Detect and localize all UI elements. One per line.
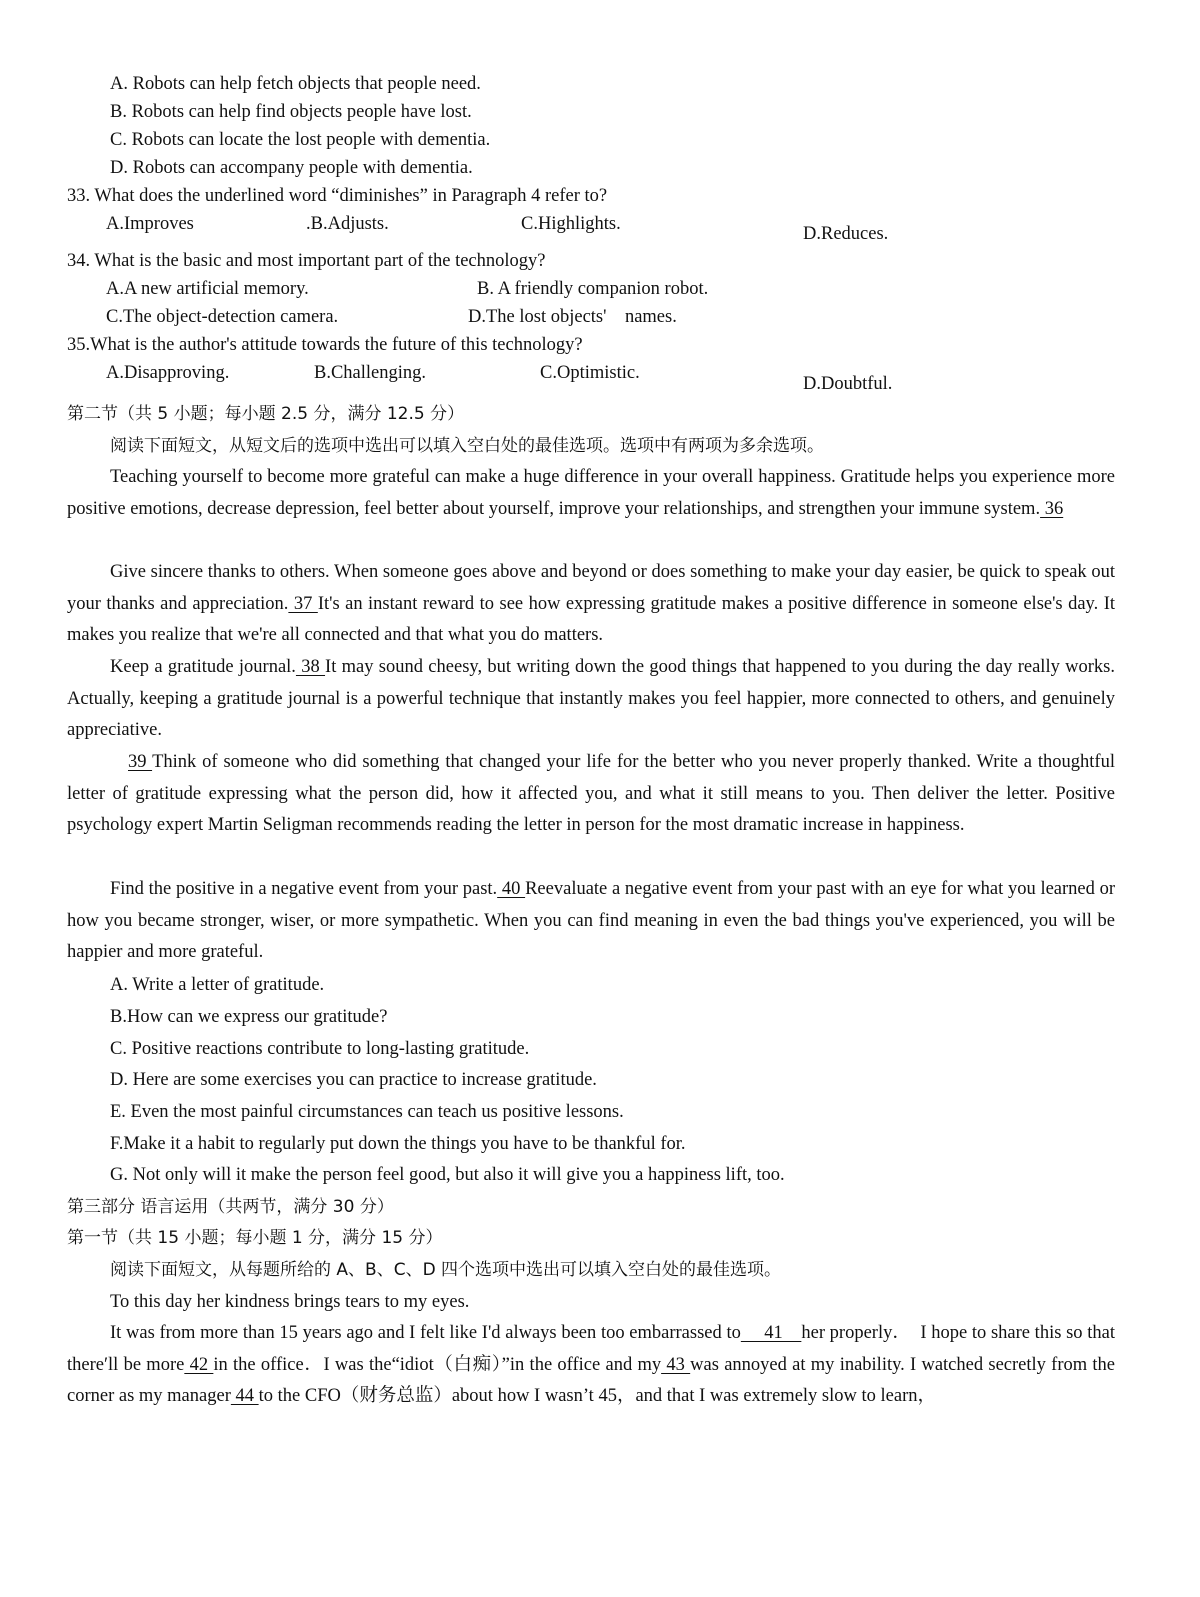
blank-40: 40 xyxy=(497,879,526,899)
section2-heading: 第二节（共 5 小题；每小题 2.5 分，满分 12.5 分） xyxy=(67,404,465,424)
blank-41: 41 xyxy=(740,1323,802,1343)
passage-paragraph-4 xyxy=(67,747,1115,842)
q32-option-c: C. Robots can locate the lost people with dementia. xyxy=(110,130,491,150)
cloze-paragraph xyxy=(67,1318,1115,1413)
part3-section1-heading: 第一节（共 15 小题；每小题 1 分，满分 15 分） xyxy=(67,1228,443,1248)
q34-option-b: B. A friendly companion robot. xyxy=(477,279,709,299)
paragraph-text: Give sincere thanks to others. When someone goes above and beyond or does something to make your day easier, be quick to speak out your thanks and appreciation. xyxy=(67,562,1115,614)
option-g: G. Not only will it make the person feel good, but also it will give you a happiness lift, too. xyxy=(110,1165,785,1185)
q32-option-d: D. Robots can accompany people with dementia. xyxy=(110,158,473,178)
paragraph-text: It may sound cheesy, but writing down the good things that happened to you during the day really works. Actually, keeping a gratitude journal is a powerful technique that instantly makes you feel happier, more connected to others, and genuinely appreciative. xyxy=(67,657,1115,741)
passage-paragraph-5 xyxy=(67,874,1115,969)
paragraph-text: It was from more than 15 years ago and I felt like I'd always been too embarrassed to xyxy=(110,1323,741,1343)
q35-option-c: C.Optimistic. xyxy=(540,363,640,383)
q35-option-b: B.Challenging. xyxy=(314,363,427,383)
blank-36: 36 xyxy=(1040,498,1064,519)
q35-option-d: D.Doubtful. xyxy=(803,374,893,394)
option-f: F.Make it a habit to regularly put down the things you have to be thankful for. xyxy=(110,1134,686,1154)
q32-option-b: B. Robots can help find objects people have lost. xyxy=(110,102,472,122)
blank-39: 39 xyxy=(128,752,153,772)
q33-option-a: A.Improves xyxy=(106,214,194,234)
passage-paragraph-2 xyxy=(67,557,1115,652)
q35-option-a: A.Disapproving. xyxy=(106,363,230,383)
q34-stem: 34. What is the basic and most important part of the technology? xyxy=(67,251,546,271)
paragraph-text: It's an instant reward to see how expressing gratitude makes a positive difference in someone else's day. It makes you realize that we're all connected and that what you do matters. xyxy=(67,593,1116,646)
passage-paragraph-1 xyxy=(67,462,1115,525)
paragraph-text: Teaching yourself to become more grateful can make a huge difference in your overall happiness. Gratitude helps you experience more positive emotions, decrease depression, feel better about yourself, improve your relationships, and strengthen your immune system. xyxy=(67,467,1115,519)
q33-option-c: C.Highlights. xyxy=(521,214,621,234)
paragraph-text: in the office．I was the“idiot（白痴）”in the office and my xyxy=(213,1354,662,1375)
q32-option-a: A. Robots can help fetch objects that people need. xyxy=(110,74,481,94)
paragraph-text: to the CFO（财务总监）about how I wasn’t 45，and that I was extremely slow to learn， xyxy=(258,1386,936,1407)
paragraph-text: Keep a gratitude journal. xyxy=(110,657,296,677)
q34-option-a: A.A new artificial memory. xyxy=(106,279,309,299)
blank-37: 37 xyxy=(288,593,318,614)
blank-43: 43 xyxy=(661,1354,691,1375)
paragraph-text: Reevaluate a negative event from your past with an eye for what you learned or how you became stronger, wiser, or more sympathetic. When you can find meaning in even the bad things you've experienced, you will be happier and more grateful. xyxy=(67,879,1116,963)
part3-instruction: 阅读下面短文，从每题所给的 A、B、C、D 四个选项中选出可以填入空白处的最佳选项。 xyxy=(110,1260,782,1280)
part3-heading: 第三部分 语言运用（共两节，满分 30 分） xyxy=(67,1197,394,1217)
paragraph-text: Think of someone who did something that changed your life for the better who you never properly thanked. Write a thoughtful letter of gratitude expressing what the person did, how it affected you, and what it still means to you. Then deliver the letter. Positive psychology expert Martin Seligman recommends reading the letter in person for the most dramatic increase in happiness. xyxy=(67,752,1115,836)
q34-option-c: C.The object-detection camera. xyxy=(106,307,339,327)
cloze-title: To this day her kindness brings tears to my eyes. xyxy=(110,1292,470,1312)
blank-44: 44 xyxy=(230,1386,259,1407)
option-a: A. Write a letter of gratitude. xyxy=(110,975,325,995)
paragraph-text: was annoyed at my inability. I watched secretly from the corner as my manager xyxy=(67,1354,1116,1407)
passage-paragraph-3 xyxy=(67,652,1115,747)
blank-38: 38 xyxy=(295,657,326,677)
option-b: B.How can we express our gratitude? xyxy=(110,1007,388,1027)
q35-stem: 35.What is the author's attitude towards the future of this technology? xyxy=(67,335,583,355)
q33-option-d: D.Reduces. xyxy=(803,224,889,244)
section2-instruction: 阅读下面短文，从短文后的选项中选出可以填入空白处的最佳选项。选项中有两项为多余选项。 xyxy=(110,436,824,456)
option-e: E. Even the most painful circumstances can teach us positive lessons. xyxy=(110,1102,624,1122)
paragraph-text: her properly． I hope to share this so that there′ll be more xyxy=(67,1323,1115,1375)
option-c: C. Positive reactions contribute to long-lasting gratitude. xyxy=(110,1039,530,1059)
q34-option-d: D.The lost objects' names. xyxy=(468,307,677,327)
paragraph-text: Find the positive in a negative event from your past. xyxy=(110,879,498,899)
q33-option-b: .B.Adjusts. xyxy=(306,214,389,234)
option-d: D. Here are some exercises you can practice to increase gratitude. xyxy=(110,1070,597,1090)
q33-stem: 33. What does the underlined word “diminishes” in Paragraph 4 refer to? xyxy=(67,186,608,206)
blank-42: 42 xyxy=(184,1354,214,1375)
